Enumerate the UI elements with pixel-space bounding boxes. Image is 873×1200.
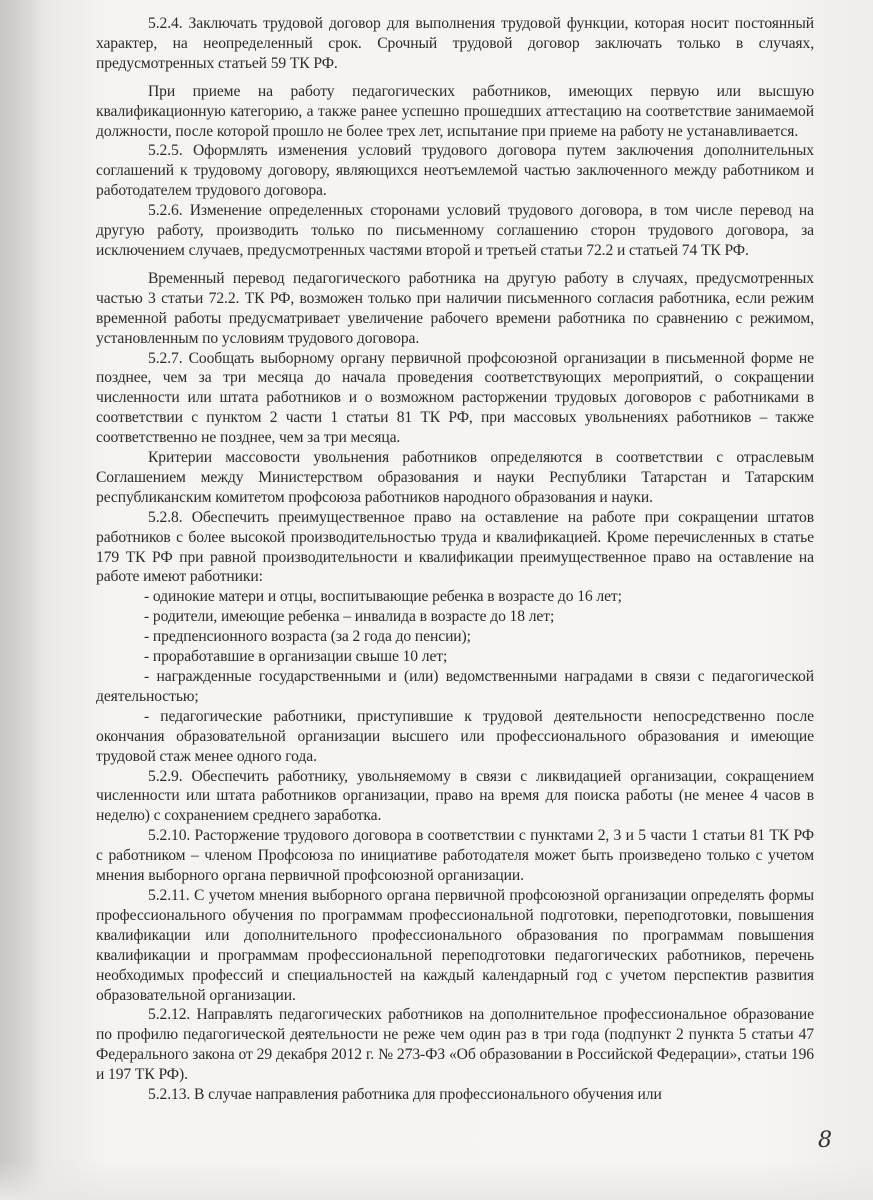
- page-shadow-edge: [0, 0, 42, 1200]
- page-number: 8: [818, 1128, 832, 1153]
- paragraph: 5.2.4. Заключать трудовой договор для выполнения трудовой функции, которая носит постоянный характер, на неопределенный срок. Срочный трудовой договор заключать только в случаях, предусмотренных статьей 59 ТК РФ.: [96, 15, 814, 72]
- paragraph: При приеме на работу педагогических работников, имеющих первую или высшую квалификационную категорию, а также ранее успешно прошедших аттестацию на соответствие занимаемой должности, после которой прошло не более трех лет, испытание при приеме на работу не устанавливается.: [96, 82, 814, 140]
- paragraph: 5.2.13. В случае направления работника для профессионального обучения или: [148, 1086, 662, 1104]
- paragraph: 5.2.6. Изменение определенных сторонами условий трудового договора, в том числе перевод на другую работу, производить только по письменному соглашению сторон трудового договора, за исключением случаев, предусмотренных частями второй и третьей статьи 72.2 и статьей 74 ТК РФ.: [96, 202, 814, 259]
- paragraph: Временный перевод педагогического работника на другую работу в случаях, предусмотренных частью 3 статьи 72.2. ТК РФ, возможен только при наличии письменного согласия работника, если режим временной работы предусматривает увеличение рабочего времени работника по сравнению с режимом, установленным по условиям трудового договора.: [96, 269, 814, 347]
- paragraph: 5.2.8. Обеспечить преимущественное право на оставление на работе при сокращении штатов работников с более высокой производительностью труда и квалификацией. Кроме перечисленных в статье 179 ТК РФ при равной производительности и квалификации преимущественное право на оставление на работе имеют работники:: [96, 508, 814, 586]
- paragraph: 5.2.10. Расторжение трудового договора в соответствии с пунктами 2, 3 и 5 части 1 статьи 81 ТК РФ с работником – членом Профсоюза по инициативе работодателя может быть произведено только с учетом мнения выборного органа первичной профсоюзной организации.: [96, 827, 814, 885]
- page-bottom-shade: [0, 1160, 873, 1200]
- list-item: - родители, имеющие ребенка – инвалида в возрасте до 18 лет;: [144, 608, 555, 626]
- paragraph: 5.2.7. Сообщать выборному органу первичной профсоюзной организации в письменной форме не позднее, чем за три месяца до начала проведения соответствующих мероприятий, о сокращении численности или штата работников и о возможном расторжении трудовых договоров с работниками в соответствии с пунктом 2 части 1 статьи 81 ТК РФ, при массовых увольнениях работников – также соответственно не позднее, чем за три месяца.: [96, 349, 814, 447]
- paragraph: 5.2.9. Обеспечить работнику, увольняемому в связи с ликвидацией организации, сокращением численности или штата работников организации, право на время для поиска работы (не менее 4 часов в неделю) с сохранением среднего заработка.: [96, 767, 814, 825]
- list-item: - проработавшие в организации свыше 10 лет;: [144, 648, 448, 666]
- paragraph: 5.2.11. С учетом мнения выборного органа первичной профсоюзной организации определять формы профессионального обучения по программам профессиональной подготовки, переподготовки, повышения квалификации или дополнительного профессионального образования по программам повышения квалификации и программам профессиональной переподготовки педагогических работников, перечень необходимых профессий и специальностей на каждый календарный год с учетом перспектив развития образовательной организации.: [96, 886, 814, 1004]
- list-item: - предпенсионного возраста (за 2 года до пенсии);: [144, 628, 471, 646]
- paragraph: Критерии массовости увольнения работников определяются в соответствии с отраслевым Соглашением между Министерством образования и науки Республики Татарстан и Татарским республиканским комитетом профсоюза работников народного образования и науки.: [96, 449, 814, 506]
- paragraph: 5.2.5. Оформлять изменения условий трудового договора путем заключения дополнительных соглашений к трудовому договору, являющихся неотъемлемой частью заключенного между работником и работодателем трудового договора.: [96, 142, 814, 200]
- paragraph: 5.2.12. Направлять педагогических работников на дополнительное профессиональное образование по профилю педагогической деятельности не реже чем один раз в три года (подпункт 2 пункта 5 статьи 47 Федерального закона от 29 декабря 2012 г. № 273-ФЗ «Об образовании в Российской Федерации», статьи 196 и 197 ТК РФ).: [96, 1006, 814, 1084]
- list-item: - награжденные государственными и (или) ведомственными наградами в связи с педагогической деятельностью;: [96, 668, 814, 705]
- document-body: [96, 14, 814, 1105]
- list-item: - педагогические работники, приступившие к трудовой деятельности непосредственно после окончания образовательной организации высшего или профессионального образования и имеющие трудовой стаж менее одного года.: [96, 707, 814, 765]
- list-item: - одинокие матери и отцы, воспитывающие ребенка в возрасте до 16 лет;: [144, 588, 622, 606]
